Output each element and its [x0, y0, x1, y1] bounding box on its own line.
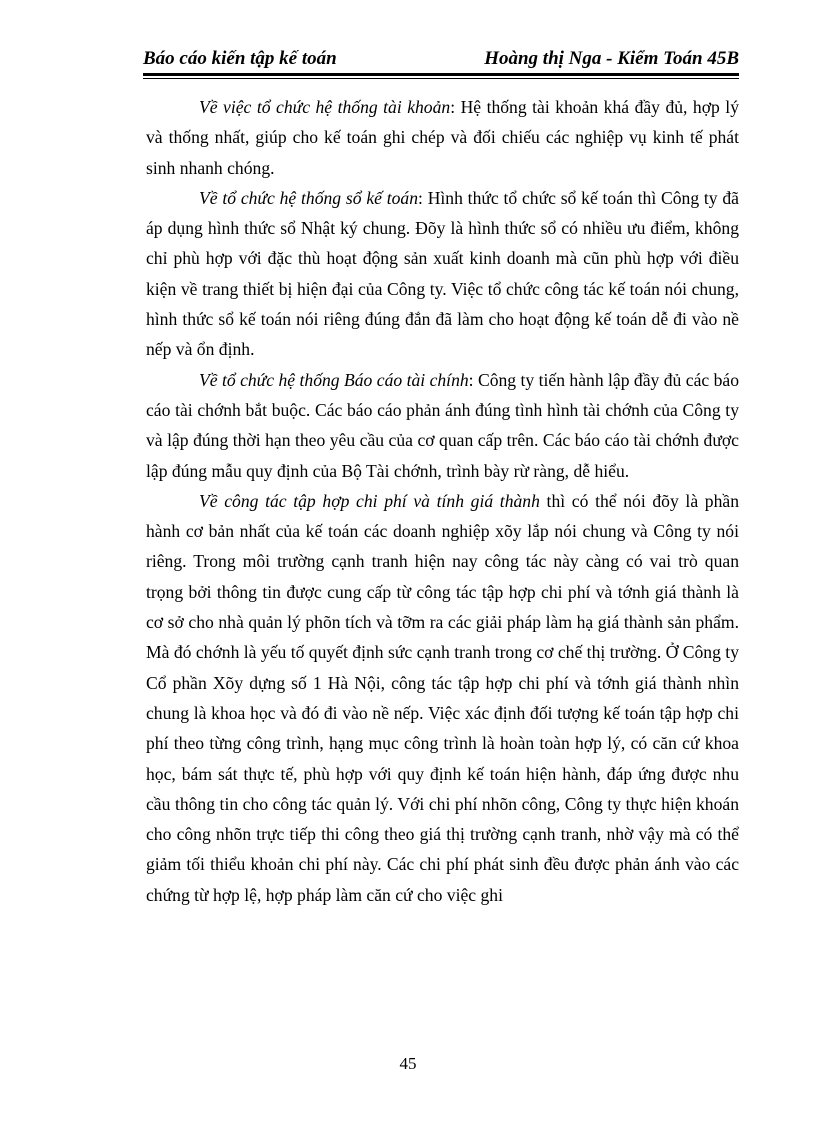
paragraph-ledger-system — [146, 183, 739, 365]
paragraph-text: : Hệ thống tài khoản khá đầy đủ, hợp lý và thống nhất, giúp cho kế toán ghi chép và đối chiếu các nghiệp vụ kinh tế phát sinh nhanh chóng. — [146, 97, 739, 178]
paragraph-lead: Về tổ chức hệ thống Báo cáo tài chính — [199, 369, 469, 390]
paragraph-financial-reports — [146, 365, 739, 486]
paragraph-lead: Về việc tổ chức hệ thống tài khoản — [199, 97, 451, 117]
header-rule-thin — [143, 78, 739, 79]
page-number: 45 — [399, 1054, 417, 1073]
header-rule-thick — [143, 73, 739, 76]
paragraph-text: : Công ty tiến hành lập đầy đủ các báo cáo tài chớnh bắt buộc. Các báo cáo phản ánh đúng tình hình tài chớnh của Công ty và lập đúng thời hạn theo yêu cầu của cơ quan cấp trên. Các báo cáo tài chớnh được lập đúng mẫu quy định của Bộ Tài chớnh, trình bày rừ ràng, dễ hiểu. — [146, 369, 740, 481]
paragraph-text: thì có thể nói đõy là phần hành cơ bản nhất của kế toán các doanh nghiệp xõy lắp nói chung và Công ty nói riêng. Trong môi trường cạnh tranh hiện nay công tác này càng có vai trò quan trọng bởi thông tin được cung cấp từ công tác tập hợp chi phí và tớnh giá thành là cơ sở cho nhà quản lý phõn tích và tỡm ra các giải pháp làm hạ giá thành sản phẩm. Mà đó chớnh là yếu tố quyết định sức cạnh tranh trong cơ chế thị trường. Ở Công ty Cổ phần Xõy dựng số 1 Hà Nội, công tác tập hợp chi phí và tớnh giá thành nhìn chung là khoa học và đó đi vào nề nếp. Việc xác định đối tượng kế toán tập hợp chi phí theo từng công trình, hạng mục công trình là hoàn toàn hợp lý, có căn cứ khoa học, bám sát thực tế, phù hợp với quy định kế toán hiện hành, đáp ứng được nhu cầu thông tin cho công tác quản lý. Với chi phí nhõn công, Công ty thực hiện khoán cho công nhõn trực tiếp thi công theo giá thị trường cạnh tranh, nhờ vậy mà có thể giảm tối thiểu khoản chi phí này. Các chi phí phát sinh đều được phản ánh vào các chứng từ hợp lệ, hợp pháp làm căn cứ cho việc ghi — [146, 490, 739, 905]
paragraph-text: : Hình thức tổ chức sổ kế toán thì Công ty đã áp dụng hình thức sổ Nhật ký chung. Đõy là hình thức sổ có nhiều ưu điểm, không chỉ phù hợp với đặc thù hoạt động sản xuất kinh doanh mà cũn phù hợp với điều kiện về trang thiết bị hiện đại của Công ty. Việc tổ chức công tác kế toán nói chung, hình thức sổ kế toán nói riêng đúng đắn đã làm cho hoạt động kế toán dễ đi vào nề nếp và ổn định. — [146, 187, 739, 360]
header-author: Hoàng thị Nga - Kiểm Toán 45B — [484, 48, 739, 69]
body-text — [146, 92, 739, 910]
header-report-title: Báo cáo kiến tập kế toán — [143, 48, 337, 69]
paragraph-lead: Về công tác tập hợp chi phí và tính giá thành — [199, 490, 540, 511]
paragraph-cost-accounting — [146, 486, 739, 910]
page-header — [143, 46, 739, 72]
paragraph-lead: Về tổ chức hệ thống sổ kế toán — [199, 187, 419, 208]
paragraph-account-system — [146, 92, 739, 183]
